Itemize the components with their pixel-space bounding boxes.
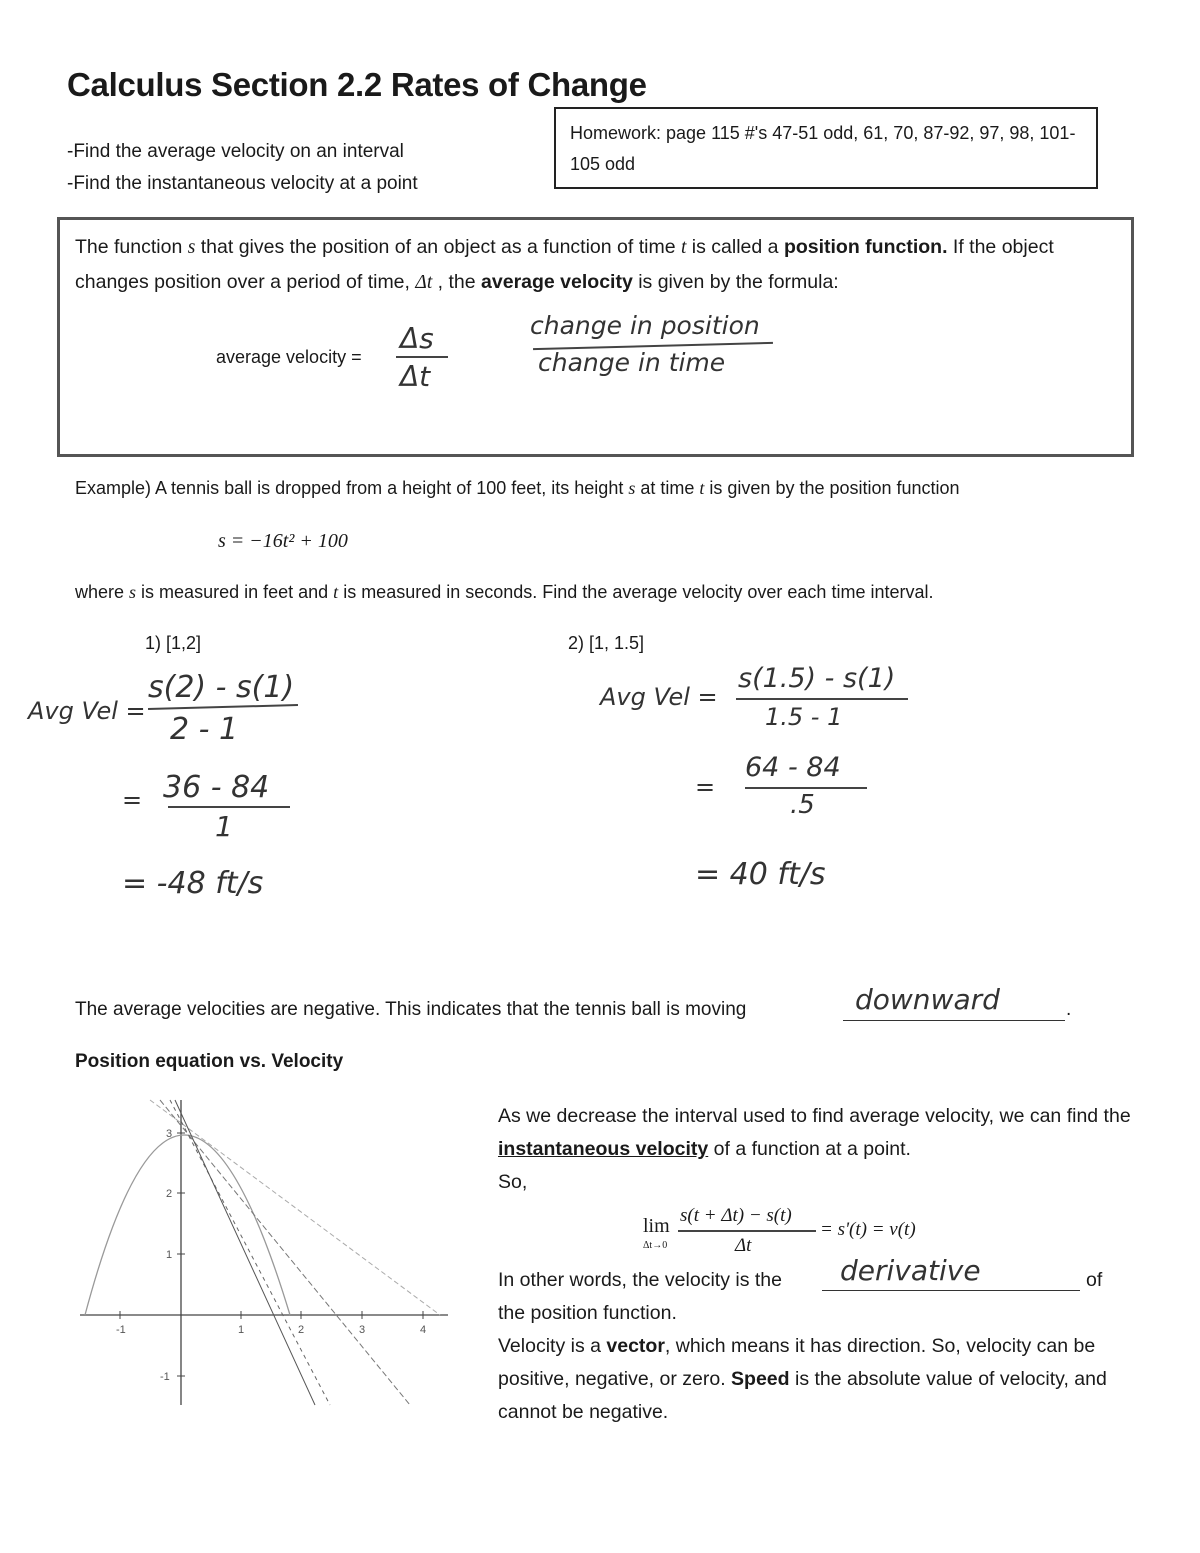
- conclusion-period: .: [1066, 999, 1072, 1020]
- hand-delta-s: Δs: [400, 322, 434, 355]
- homework-text: Homework: page 115 #'s 47-51 odd, 61, 70, 87-92, 97, 98, 101-105 odd: [570, 123, 1076, 174]
- secant-line-1: [150, 1100, 440, 1315]
- where-b: is measured in feet and: [136, 582, 334, 602]
- problem-1-label: 1) [1,2]: [145, 633, 202, 653]
- hand-change-in-position: change in position: [530, 311, 760, 340]
- def-var-s: s: [187, 237, 196, 258]
- conclusion-answer: downward: [855, 983, 1000, 1016]
- objective-2: -Find the instantaneous velocity at a point: [67, 173, 418, 194]
- position-curve: [85, 1135, 290, 1315]
- p1-denominator: 2 - 1: [170, 712, 239, 747]
- so-text: So,: [498, 1171, 528, 1193]
- p1-equals-2: =: [122, 786, 143, 814]
- p1-result: = -48 ft/s: [122, 866, 264, 901]
- lim-rhs: = s'(t) = v(t): [820, 1219, 916, 1240]
- homework-box: [554, 107, 1098, 189]
- example-intro: [75, 478, 960, 499]
- p2-numerator-2: 64 - 84: [745, 752, 841, 783]
- p2-avg-vel: Avg Vel =: [600, 683, 718, 711]
- def-var-t: t: [680, 237, 687, 258]
- instant-term: instantaneous velocity: [498, 1138, 709, 1160]
- vec-term-vector: vector: [606, 1335, 665, 1357]
- p1-fraction-bar-2: [168, 806, 290, 808]
- hand-delta-t: Δt: [400, 360, 431, 393]
- p2-result: = 40 ft/s: [695, 857, 826, 892]
- derivative-blank: [822, 1290, 1080, 1291]
- hand-change-in-time: change in time: [538, 348, 726, 377]
- x-tick-2: 2: [298, 1324, 305, 1336]
- words-a: In other words, the velocity is the: [498, 1269, 782, 1291]
- where-var-s: s: [129, 582, 137, 602]
- tangent-line: [175, 1100, 315, 1405]
- vec-term-speed: Speed: [731, 1368, 790, 1390]
- lim-denominator: Δt: [735, 1235, 752, 1256]
- example-intro-a: Example) A tennis ball is dropped from a height of 100 feet, its height: [75, 478, 629, 498]
- instant-text-a: As we decrease the interval used to find average velocity, we can find the: [498, 1105, 1131, 1127]
- y-tick-neg1: -1: [160, 1371, 170, 1383]
- words-c: the position function.: [498, 1302, 677, 1324]
- p1-numerator-2: 36 - 84: [163, 770, 270, 805]
- example-where: [75, 582, 933, 603]
- p1-avg-vel: Avg Vel =: [28, 697, 146, 725]
- where-a: where: [75, 582, 130, 602]
- secant-line-2: [160, 1100, 410, 1405]
- instant-para-1: [498, 1100, 1148, 1166]
- p2-fraction-bar-2: [745, 787, 867, 789]
- def-var-dt: Δt: [415, 272, 433, 293]
- p2-fraction-bar: [736, 698, 908, 700]
- where-c: is measured in seconds. Find the average velocity over each time interval.: [338, 582, 934, 602]
- def-term-average-velocity: average velocity: [481, 271, 633, 293]
- def-term-position-function: position function.: [783, 236, 948, 258]
- avg-velocity-label: average velocity =: [216, 347, 362, 367]
- p1-numerator: s(2) - s(1): [148, 670, 295, 705]
- position-graph: [80, 1095, 460, 1415]
- vec-text-d: is the absolute value of velocity, and cannot be negative.: [498, 1368, 1107, 1423]
- x-tick-neg1: -1: [116, 1324, 126, 1336]
- definition-text: [75, 230, 1115, 300]
- where-var-t: t: [333, 582, 339, 602]
- y-tick-2: 2: [166, 1188, 173, 1200]
- def-text-1: The function: [75, 236, 188, 258]
- def-text-5: , the: [432, 271, 482, 293]
- def-text-2: that gives the position of an object as a function of time: [195, 236, 681, 258]
- lim-fraction-bar: [678, 1230, 816, 1232]
- lim-subscript: Δt→0: [643, 1240, 668, 1251]
- example-var-t: t: [699, 478, 705, 498]
- section-heading: Position equation vs. Velocity: [75, 1051, 344, 1072]
- p2-denominator-2: .5: [790, 790, 815, 820]
- example-intro-b: at time: [635, 478, 700, 498]
- example-var-s: s: [628, 478, 636, 498]
- y-tick-3: 3: [166, 1128, 173, 1140]
- position-equation: s = −16t² + 100: [218, 530, 348, 552]
- conclusion-blank: [843, 1020, 1065, 1021]
- vec-text-c: , which means it has direction. So, velocity can be positive, negative, or zero.: [498, 1335, 1096, 1390]
- lim-word: lim: [643, 1215, 670, 1237]
- def-text-6: is given by the formula:: [632, 271, 839, 293]
- vector-para: [498, 1330, 1148, 1429]
- p2-equals-2: =: [695, 773, 716, 801]
- x-tick-1: 1: [238, 1324, 245, 1336]
- conclusion-text: The average velocities are negative. This indicates that the tennis ball is moving: [75, 999, 747, 1020]
- example-intro-c: is given by the position function: [704, 478, 960, 498]
- x-tick-3: 3: [359, 1324, 366, 1336]
- words-of: of: [1086, 1269, 1103, 1291]
- x-tick-4: 4: [420, 1324, 427, 1336]
- p2-denominator: 1.5 - 1: [765, 703, 843, 731]
- p2-numerator: s(1.5) - s(1): [738, 663, 896, 694]
- page-title: Calculus Section 2.2 Rates of Change: [67, 66, 647, 103]
- objective-1: -Find the average velocity on an interval: [67, 141, 404, 162]
- instant-text-c: of a function at a point.: [708, 1138, 911, 1160]
- def-fraction-bar: [396, 356, 448, 358]
- def-text-4: If the object changes position over a period of time,: [75, 236, 1054, 293]
- problem-2-label: 2) [1, 1.5]: [568, 633, 645, 653]
- def-text-3: is called a: [686, 236, 784, 258]
- lim-numerator: s(t + Δt) − s(t): [680, 1205, 792, 1226]
- p1-denominator-2: 1: [215, 810, 233, 843]
- y-tick-1: 1: [166, 1249, 173, 1261]
- derivative-answer: derivative: [840, 1254, 981, 1287]
- vec-text-a: Velocity is a: [498, 1335, 607, 1357]
- secant-line-3: [170, 1100, 330, 1405]
